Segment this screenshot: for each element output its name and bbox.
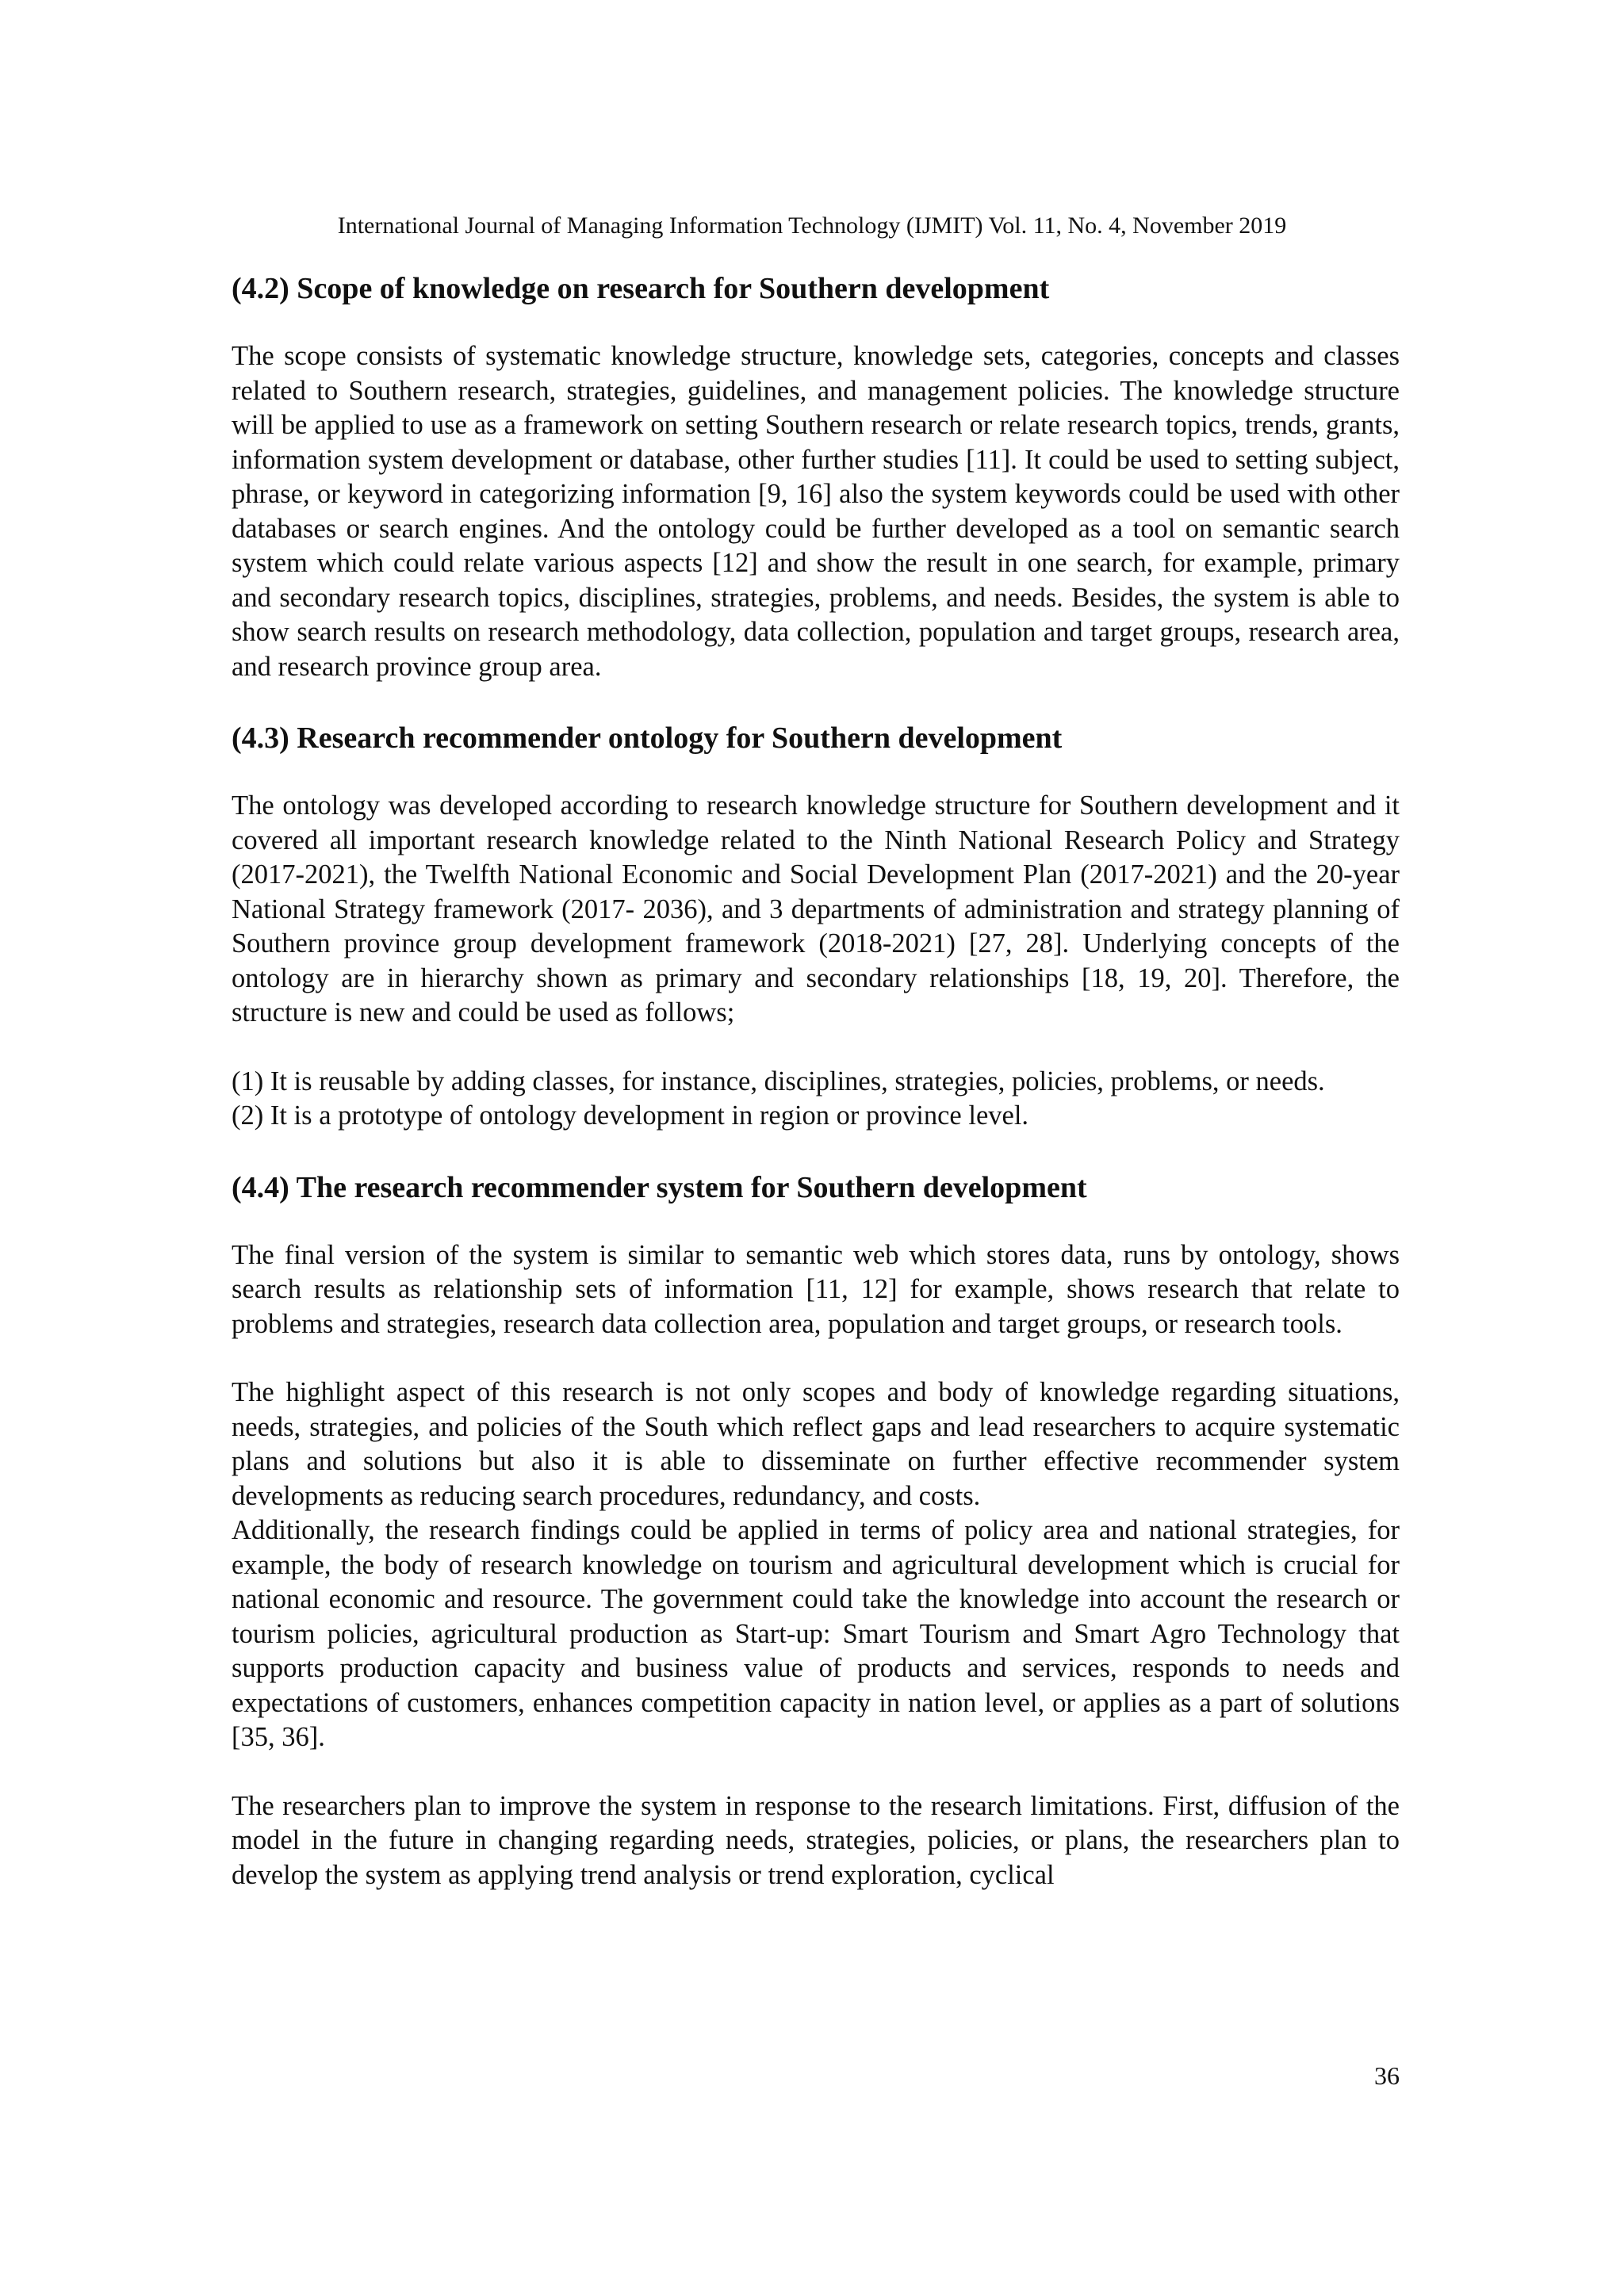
paragraph-improvements: The researchers plan to improve the system in response to the research limitations. First, diffusion of the model in the future in changing regarding needs, strategies, policies, or plans, the researchers plan to develop the system as applying trend analysis or trend exploration, cyclical [232,1790,1400,1890]
running-header: International Journal of Managing Information Technology (IJMIT) Vol. 11, No. 4, November 2019 [337,212,1287,239]
list-item-reusable: (1) It is reusable by adding classes, for instance, disciplines, strategies, policies, problems, or needs. [232,1066,1325,1096]
section-heading-4-3: (4.3) Research recommender ontology for Southern development [232,721,1063,755]
list-item-prototype: (2) It is a prototype of ontology development in region or province level. [232,1100,1029,1131]
page-content [232,268,1400,1892]
paragraph-scope: The scope consists of systematic knowledge structure, knowledge sets, categories, concepts and classes related to Southern research, strategies, guidelines, and management policies. The knowledge structure will be applied to use as a framework on setting Southern research or relate research topics, trends, grants, information system development or database, other further studies [11]. It could be used to setting subject, phrase, or keyword in categorizing information [9, 16] also the system keywords could be used with other databases or search engines. And the ontology could be further developed as a tool on semantic search system which could relate various aspects [12] and show the result in one search, for example, primary and secondary research topics, disciplines, strategies, problems, and needs. Besides, the system is able to show search results on research methodology, data collection, population and target groups, research area, and research province group area. [232,341,1400,682]
paragraph-additionally: Additionally, the research findings could be applied in terms of policy area and national strategies, for example, the body of research knowledge on tourism and agricultural development which is crucial for national economic and resource. The government could take the knowledge into account the research or tourism policies, agricultural production as Start-up: Smart Tourism and Smart Agro Technology that supports production capacity and business value of products and services, responds to needs and expectations of customers, enhances competition capacity in nation level, or applies as a part of solutions [35, 36]. [232,1515,1400,1752]
paragraph-final-version: The final version of the system is similar to semantic web which stores data, runs by ontology, shows search results as relationship sets of information [11, 12] for example, shows research that relate to problems and strategies, research data collection area, population and target groups, or research tools. [232,1239,1400,1339]
paragraph-ontology: The ontology was developed according to research knowledge structure for Southern development and it covered all important research knowledge related to the Ninth National Research Policy and Strategy (2017-2021), the Twelfth National Economic and Social Development Plan (2017-2021) and the 20-year National Strategy framework (2017- 2036), and 3 departments of administration and strategy planning of Southern province group development framework (2018-2021) [27, 28]. Underlying concepts of the ontology are in hierarchy shown as primary and secondary relationships [18, 19, 20]. Therefore, the structure is new and could be used as follows; [232,790,1400,1027]
section-heading-4-4: (4.4) The research recommender system for Southern development [232,1170,1087,1204]
section-heading-4-2: (4.2) Scope of knowledge on research for Southern development [232,272,1050,305]
page-number: 36 [1374,2061,1400,2090]
paragraph-highlight: The highlight aspect of this research is not only scopes and body of knowledge regarding situations, needs, strategies, and policies of the South which reflect gaps and lead researchers to acquire systematic plans and solutions but also it is able to disseminate on further effective recommender system developments as reducing search procedures, redundancy, and costs. [232,1377,1400,1511]
